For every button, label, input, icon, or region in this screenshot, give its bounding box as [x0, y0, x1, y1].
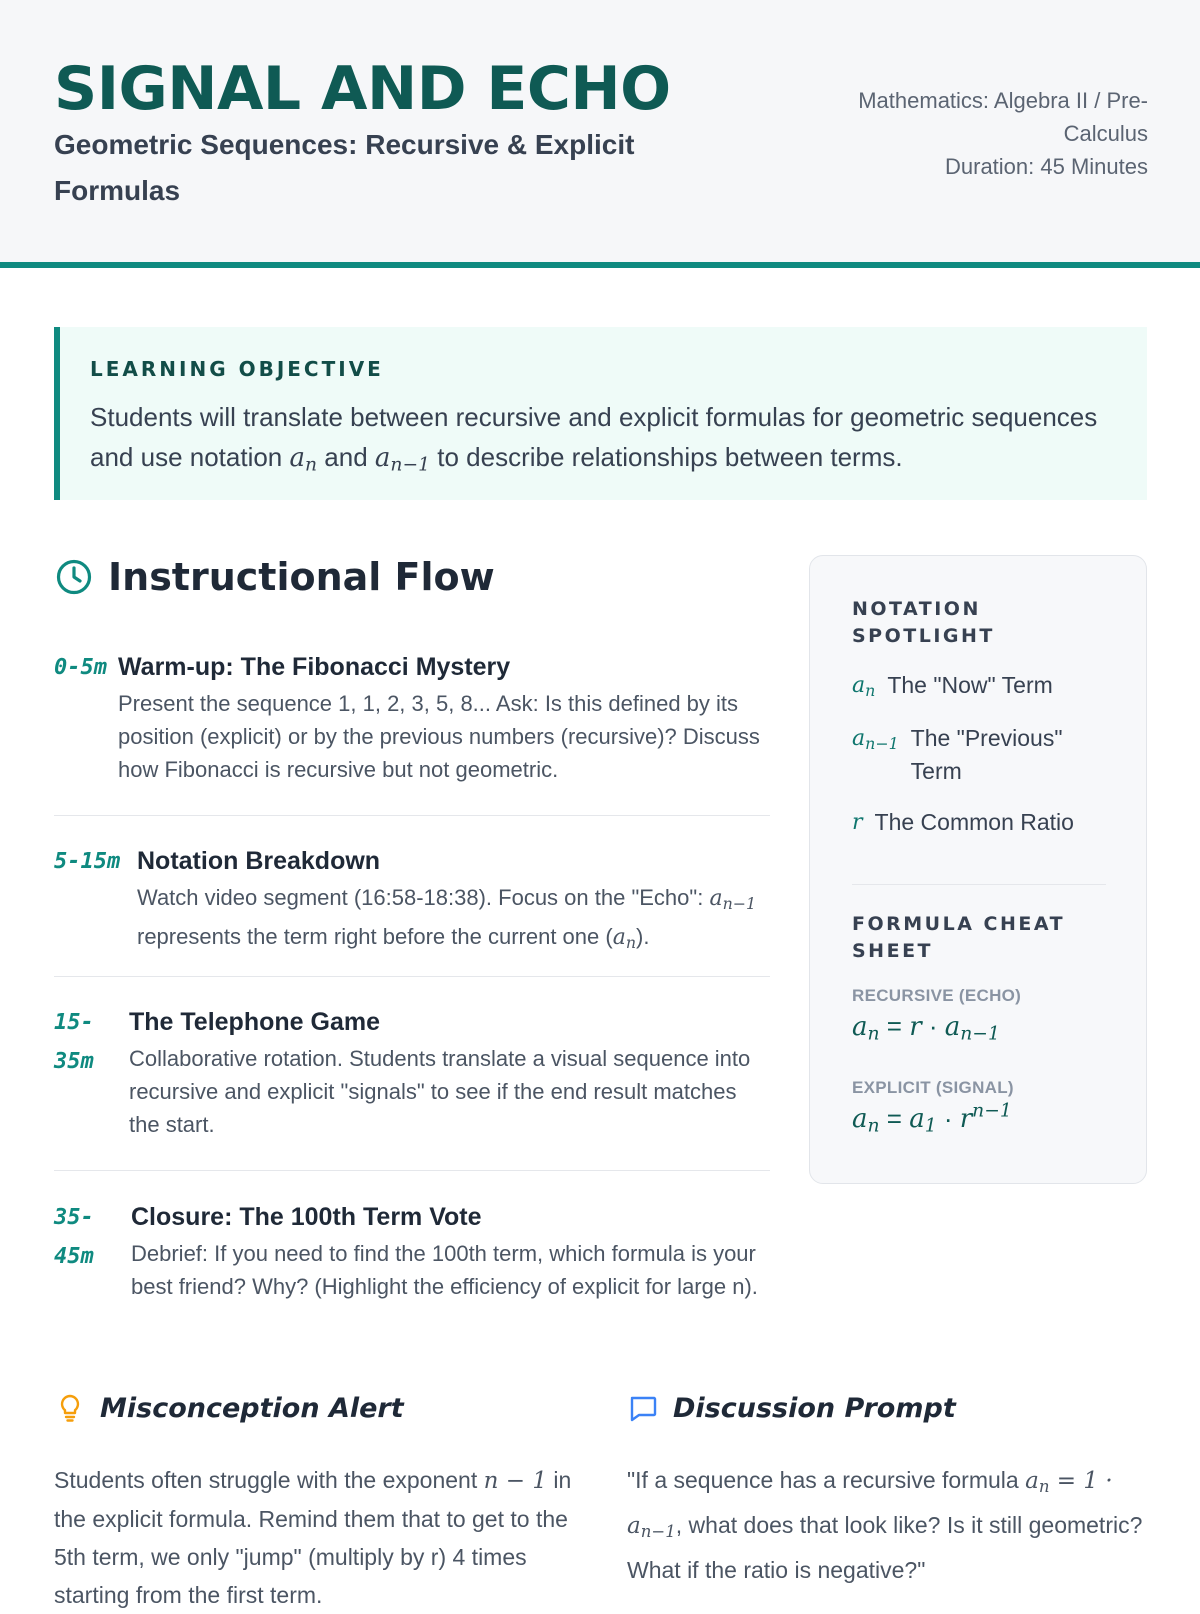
notation-symbol: $a_{n-1}$ [852, 726, 899, 753]
step-title: Closure: The 100th Term Vote [131, 1203, 482, 1231]
step-time: 5-15m [54, 849, 121, 874]
math-an-1: $a_{n-1}$ [374, 443, 431, 476]
divider [54, 976, 770, 977]
math-an: $a_n$ [289, 443, 318, 476]
misconception-title: Misconception Alert [100, 1392, 404, 1424]
step-description: Watch video segment (16:58-18:38). Focus on the "Echo": $a_{n-1}$ represents the term right before the current one $(a_n)$. [137, 885, 757, 952]
notation-item [852, 722, 1081, 788]
objective-text: Students will translate between recursive and explicit formulas for geometric sequences and use notation $a_n$ and $a_{n-1}$ to describe relationships between terms. [90, 402, 1098, 476]
header [0, 0, 1200, 268]
explicit-formula: $a_n = a_1 \cdot r^{n-1}$ [852, 1101, 1012, 1137]
learning-objective [54, 327, 1147, 500]
section-title: Instructional Flow [108, 555, 495, 599]
notation-desc: The "Now" Term [887, 672, 1053, 698]
step-time: 0-5m [54, 655, 107, 680]
objective-label: LEARNING OBJECTIVE [90, 357, 384, 381]
discussion-text: "If a sequence has a recursive formula $a_n = 1 \cdot a_{n-1}$, what does that look like? Is it still geometric? What if the ratio is negative?" [627, 1467, 1143, 1584]
instructional-flow-heading [54, 555, 495, 599]
recursive-label: RECURSIVE (ECHO) [852, 986, 1022, 1005]
step-time: 35-45m [54, 1205, 94, 1269]
misconception-text: Students often struggle with the exponent n − 1 in the explicit formula. Remind them that to get to the 5th term, we only "jump" (multiply by r) 4 times starting from the first term. [54, 1467, 572, 1608]
lightbulb-icon [54, 1392, 86, 1424]
math-n-minus-1: n − 1 [483, 1468, 547, 1494]
step-title: The Telephone Game [129, 1008, 380, 1036]
subject-text: Mathematics: Algebra II / Pre-Calculus [858, 88, 1148, 146]
flow-step [54, 842, 770, 959]
step-description: Debrief: If you need to find the 100th term, which formula is your best friend? Why? (Highlight the efficiency of explicit for large n). [131, 1241, 758, 1299]
math-recursive-example: $a_n = 1 \cdot a_{n-1}$ [627, 1468, 1113, 1542]
math-an-1: $a_{n-1}$ [709, 886, 757, 913]
divider [54, 1170, 770, 1171]
lesson-meta [818, 84, 1148, 183]
divider [54, 815, 770, 816]
clock-icon [54, 557, 94, 597]
step-title: Warm-up: The Fibonacci Mystery [118, 653, 511, 681]
notation-symbol: r [852, 810, 863, 835]
flow-step [54, 1003, 770, 1141]
flow-step [54, 1198, 770, 1303]
math-an: $a_n$ [612, 924, 637, 952]
misconception-heading [54, 1392, 404, 1424]
notation-item [852, 806, 1074, 839]
discussion-heading [627, 1392, 956, 1424]
divider [852, 884, 1106, 885]
flow-step [54, 648, 770, 786]
recursive-formula: $a_n = r \cdot a_{n-1}$ [852, 1011, 1000, 1045]
step-description: Present the sequence 1, 1, 2, 3, 5, 8... Ask: Is this defined by its position (explicit) or by the previous numbers (recursive)? Discuss how Fibonacci is recursive but not geometric. [118, 691, 760, 782]
step-time: 15-35m [54, 1010, 94, 1074]
notation-spotlight-label: NOTATION SPOTLIGHT [852, 598, 995, 647]
explicit-label: EXPLICIT (SIGNAL) [852, 1078, 1014, 1097]
notation-sidebar [809, 555, 1147, 1184]
duration-text: Duration: 45 Minutes [945, 154, 1148, 179]
notation-item [852, 669, 1053, 707]
notation-desc: The Common Ratio [874, 809, 1074, 835]
step-description: Collaborative rotation. Students translate a visual sequence into recursive and explicit "signals" to see if the end result matches the start. [129, 1046, 751, 1137]
step-title: Notation Breakdown [137, 847, 381, 875]
notation-symbol: $a_n$ [852, 673, 876, 700]
page-subtitle: Geometric Sequences: Recursive & Explicit Formulas [54, 129, 635, 206]
notation-desc: The "Previous" Term [910, 725, 1063, 784]
page-title: SIGNAL AND ECHO [54, 54, 671, 124]
discussion-title: Discussion Prompt [673, 1392, 956, 1424]
formula-cheat-sheet-label: FORMULA CHEAT SHEET [852, 913, 1066, 962]
chat-bubble-icon [627, 1392, 659, 1424]
